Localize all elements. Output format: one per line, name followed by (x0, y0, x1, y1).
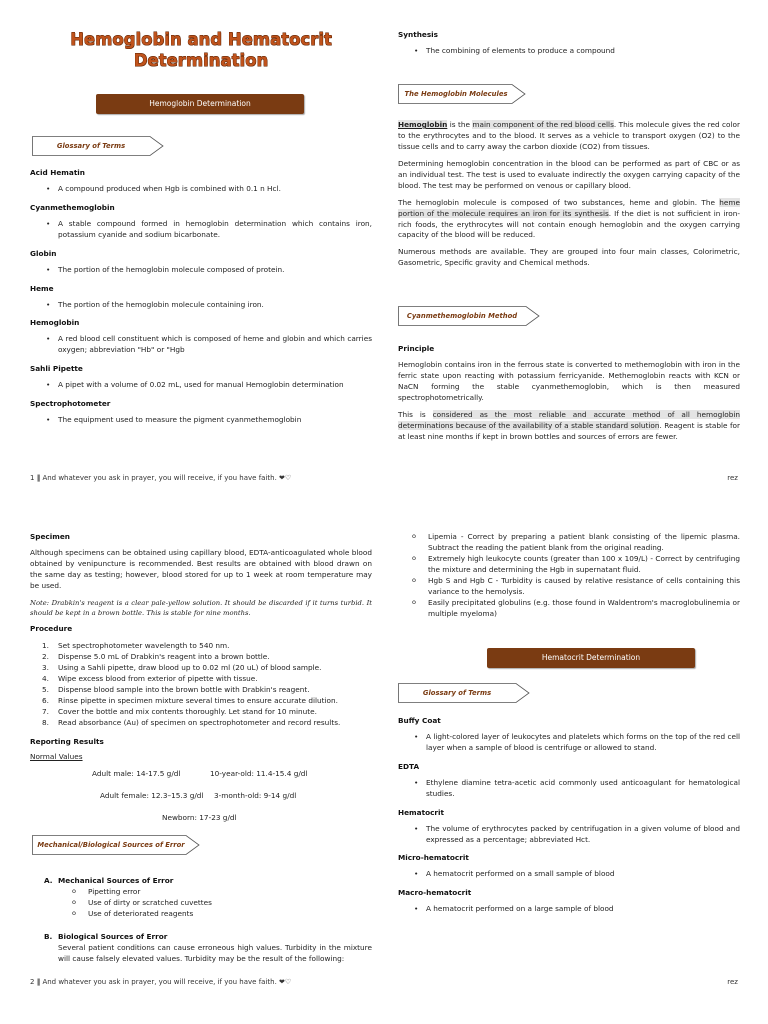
page-number: 2 (30, 978, 35, 986)
step-text: Set spectrophotometer wavelength to 540 nm. (58, 641, 230, 650)
page1-footer: 1 ‖ And whatever you ask in prayer, you will receive, if you have faith. ❤♡ rez (30, 474, 738, 482)
value-newborn: Newborn: 17-23 g/dl (162, 813, 237, 823)
step-text: Rinse pipette in specimen mixture several times to ensure accurate dilution. (58, 695, 338, 705)
title-line-1: Hemoglobin and Hematocrit (70, 30, 332, 49)
letter-a: A. (44, 876, 53, 885)
glossary-term: Globin (30, 248, 57, 258)
glossary-list (30, 168, 372, 434)
normal-values-label: Normal Values (30, 752, 83, 762)
step-text: Wipe excess blood from exterior of pipette with tissue. (58, 673, 258, 683)
molecules-paragraph-4: Numerous methods are available. They are grouped into four main classes, Colorimetric, Gasometric, Specific gravity and Chemical methods. (398, 247, 740, 268)
list-item: o Hgb S and Hgb C - Turbidity is caused by relative resistance of cells containing this variance to the hemolysis. (370, 576, 740, 598)
page2-right-column (398, 532, 740, 620)
biological-heading (30, 932, 372, 943)
specimen-heading: Specimen (30, 532, 71, 541)
glossary-definition-list (30, 415, 372, 426)
molecules-paragraph-2: Determining hemoglobin concentration in the blood can be performed as part of CBC or as an individual test. The test is used to evaluate indirectly the oxygen carrying capacity of the blood. The test may be performed on venous or capillary blood. (398, 158, 740, 190)
glossary-definition-list (30, 184, 372, 195)
molecules-paragraph-1 (398, 120, 740, 153)
glossary-term: Spectrophotometer (30, 399, 111, 409)
page-2 (0, 512, 768, 1024)
footer-verse: And whatever you ask in prayer, you will receive, if you have faith. (42, 978, 277, 986)
list-item: o Easily precipitated globulins (e.g. those found in Waldentrom's macroglobulinemia or multiple myeloma) (370, 598, 740, 620)
banner-text: Hemoglobin Determination (149, 99, 251, 108)
glossary-term: Heme (30, 283, 54, 293)
banner-text: Hematocrit Determination (541, 653, 641, 662)
step-text: Dispense blood sample into the brown bottle with Drabkin's reagent. (58, 684, 310, 694)
value-adult-female: Adult female: 12.3–15.3 g/dl (100, 791, 204, 801)
list-item: o Pipetting error (30, 887, 372, 898)
molecules-section (398, 120, 740, 275)
hematocrit-determination-banner (487, 648, 695, 668)
glossary-definition: • A hematocrit performed on a large sample of blood (398, 904, 740, 915)
sources-of-error-tag (32, 835, 200, 855)
molecules-paragraph-3 (398, 198, 740, 242)
step-number: 5. (42, 684, 49, 694)
step-number: 8. (42, 717, 49, 727)
hemoglobin-determination-banner (96, 94, 304, 114)
step-text: Read absorbance (Au) of specimen on spectrophotometer and record results. (58, 717, 341, 727)
principle-paragraph-2 (398, 410, 740, 443)
step-number: 1. (42, 641, 49, 650)
principle-paragraph-1: Hemoglobin contains iron in the ferrous state is converted to methemoglobin with iron in the ferric state upon reacting with potassium ferricyanide. Methemoglobin reacts with KCN or NaCN forming the stable cyanmethemoglobin, which is then measured spectrophotometrically. (398, 359, 740, 402)
glossary-definition-list (30, 300, 372, 311)
footer-initials: rez (727, 978, 738, 986)
glossary-definition: • A red blood cell constituent which is composed of heme and globin and which carries oxygen; abbreviation "Hb" or "Hgb (30, 334, 372, 356)
step-number: 3. (42, 662, 49, 672)
page-number: 1 (30, 474, 35, 482)
step-number: 2. (42, 651, 49, 661)
hemoglobin-molecules-tag (398, 84, 526, 104)
hematocrit-glossary-list (398, 716, 740, 923)
glossary-term: Acid Hematin (30, 168, 86, 177)
procedure-step (30, 641, 372, 652)
list-item: o Extremely high leukocyte counts (greater than 100 x 109/L) - Correct by centrifuging the mixture and determining the Hgb in supernatant fluid. (370, 554, 740, 576)
page2-left-column (30, 532, 372, 830)
sources-of-error-section (30, 876, 372, 971)
procedure-step (30, 718, 372, 729)
glossary-term: Sahli Pipette (30, 364, 83, 374)
error-tag-label: Mechanical/Biological Sources of Error (37, 841, 185, 849)
principle-section (398, 344, 740, 449)
mechanical-heading-text: Mechanical Sources of Error (58, 876, 174, 885)
glossary-definition-list (30, 380, 372, 391)
glossary-definition: • A light-colored layer of leukocytes and platelets which forms on the top of the red cell layer when a sample of blood is centrifuge or allowed to stand. (398, 732, 740, 754)
reporting-heading: Reporting Results (30, 736, 104, 746)
glossary-definition: • The equipment used to measure the pigment cyanmethemoglobin (30, 415, 372, 426)
procedure-heading: Procedure (30, 624, 73, 634)
glossary-definition: • A pipet with a volume of 0.02 mL, used for manual Hemoglobin determination (30, 380, 372, 391)
step-number: 4. (42, 673, 49, 683)
list-item: o Use of deteriorated reagents (30, 909, 372, 920)
cyanmethemoglobin-tag (398, 306, 540, 326)
glossary-definition: • A hematocrit performed on a small sample of blood (398, 869, 740, 880)
footer-verse: And whatever you ask in prayer, you will receive, if you have faith. (42, 474, 277, 482)
glossary-term: Cyanmethemoglobin (30, 202, 115, 212)
text-span: . Reagent is stable for at least nine months if kept in brown bottles and sources of errors are fewer. (398, 420, 740, 441)
value-adult-male: Adult male: 14-17.5 g/dl (92, 769, 181, 779)
biological-paragraph: Several patient conditions can cause erroneous high values. Turbidity in the mixture will cause falsely elevated values. Turbidity may be the result of the following: (58, 942, 372, 963)
glossary-definition-list (398, 869, 740, 880)
procedure-step (30, 707, 372, 718)
glossary-tag-label: Glossary of Terms (422, 689, 492, 697)
value-3-month-old: 3-month-old: 9-14 g/dl (214, 791, 297, 801)
step-text: Dispense 5.0 mL of Drabkin's reagent into a brown bottle. (58, 651, 270, 661)
glossary-definition-list (398, 778, 740, 800)
title-line-2: Determination (133, 50, 269, 70)
glossary-definition-list (398, 904, 740, 915)
step-number: 7. (42, 706, 49, 716)
glossary-definition-list (398, 732, 740, 754)
heart-icon: ❤♡ (279, 978, 292, 986)
page2-footer: 2 ‖ And whatever you ask in prayer, you will receive, if you have faith. ❤♡ rez (30, 978, 738, 986)
text-span: The hemoglobin molecule is composed of two substances, heme and globin. The (398, 197, 720, 207)
glossary-definition-list (30, 219, 372, 241)
list-item: o Lipemia - Correct by preparing a patient blank consisting of the lipemic plasma. Subtract the reading the patient blank from the original reading. (370, 532, 740, 554)
highlight-span: heme portion of the molecule requires an iron for its synthesis (398, 197, 740, 218)
letter-b: B. (44, 931, 53, 941)
glossary-tag (32, 136, 164, 156)
glossary-definition: • The portion of the hemoglobin molecule containing iron. (30, 300, 372, 311)
molecules-tag-label: The Hemoglobin Molecules (404, 90, 508, 98)
value-10-year-old: 10-year-old: 11.4-15.4 g/dl (210, 769, 308, 779)
biological-heading-text: Biological Sources of Error (58, 931, 168, 941)
glossary-term: Hematocrit (398, 807, 444, 817)
procedure-steps (30, 641, 372, 729)
glossary-tag-label: Glossary of Terms (56, 142, 126, 150)
specimen-paragraph: Although specimens can be obtained using capillary blood, EDTA-anticoagulated whole blood obtained by venipuncture is recommended. Best results are obtained with blood drawn on the same day as testing; however, blood stored for up to 1 week at room temperature may be used. (30, 547, 372, 590)
glossary-definition: • A stable compound formed in hemoglobin determination which contains iron, potassium cyanide and sodium bicarbonate. (30, 219, 372, 241)
normal-values-row-3 (30, 813, 372, 830)
glossary-definition-list (398, 824, 740, 846)
step-text: Cover the bottle and mix contents thoroughly. Let stand for 10 minute. (58, 706, 317, 716)
mechanical-heading (30, 876, 372, 887)
glossary-term: EDTA (398, 761, 420, 771)
glossary-definition-list (30, 334, 372, 356)
normal-values-row-2 (30, 791, 372, 808)
glossary-tag-2 (398, 683, 530, 703)
hemoglobin-keyword: Hemoglobin (398, 120, 448, 129)
mechanical-list (30, 887, 372, 920)
principle-heading: Principle (398, 344, 435, 353)
glossary-definition: • The portion of the hemoglobin molecule composed of protein. (30, 265, 372, 276)
term-synthesis: Synthesis (398, 30, 439, 39)
procedure-step (30, 696, 372, 707)
highlight-span: main component of the red blood cells (472, 120, 614, 129)
procedure-step (30, 663, 372, 674)
text-span: This is (398, 409, 433, 419)
glossary-term: Micro-hematocrit (398, 853, 469, 863)
text-span: . This molecule gives the red color to the erythrocytes and to the blood. It serves as a vehicle to transport oxygen (O2) to the tissue cells and to carry away the carbon dioxide (CO2) from tissues. (398, 120, 740, 151)
step-number: 6. (42, 695, 49, 705)
glossary-term: Hemoglobin (30, 318, 80, 328)
glossary-definition: • A compound produced when Hgb is combined with 0.1 n Hcl. (30, 184, 372, 195)
page1-right-column (398, 30, 740, 65)
step-text: Using a Sahli pipette, draw blood up to 0.02 ml (20 uL) of blood sample. (58, 662, 322, 672)
glossary-definition: • Ethylene diamine tetra-acetic acid commonly used anticoagulant for hematological studies. (398, 778, 740, 800)
footer-initials: rez (727, 474, 738, 482)
procedure-step (30, 652, 372, 663)
procedure-step (30, 685, 372, 696)
drabkin-note: Note: Drabkin's reagent is a clear pale-yellow solution. It should be discarded if it turns turbid. It should be kept in a brown bottle. This is stable for nine months. (30, 598, 372, 617)
glossary-term: Macro-hematocrit (398, 888, 472, 898)
highlight-span: considered as the most reliable and accurate method of all hemoglobin determinations because of the availability of a stable standard solution (398, 409, 740, 430)
normal-values-row-1 (30, 769, 372, 786)
biological-list (370, 532, 740, 620)
glossary-definition-list (30, 265, 372, 276)
term-synthesis-definition: • The combining of elements to produce a compound (398, 46, 740, 57)
heart-icon: ❤♡ (279, 474, 292, 482)
page1-left-column (30, 30, 372, 71)
glossary-definition: • The volume of erythrocytes packed by centrifugation in a given volume of blood and expressed as a percentage; abbreviated Hct. (398, 824, 740, 846)
text-span: . If the diet is not sufficient in iron-rich foods, the erythrocytes will not contain enough hemoglobin and the oxygen carrying capacity of the blood will be reduced. (398, 208, 740, 240)
text-span: is the (447, 120, 473, 129)
cyan-tag-label: Cyanmethemoglobin Method (406, 312, 518, 320)
glossary-term: Buffy Coat (398, 716, 441, 725)
document-title (30, 30, 372, 71)
procedure-step (30, 674, 372, 685)
list-item: o Use of dirty or scratched cuvettes (30, 898, 372, 909)
